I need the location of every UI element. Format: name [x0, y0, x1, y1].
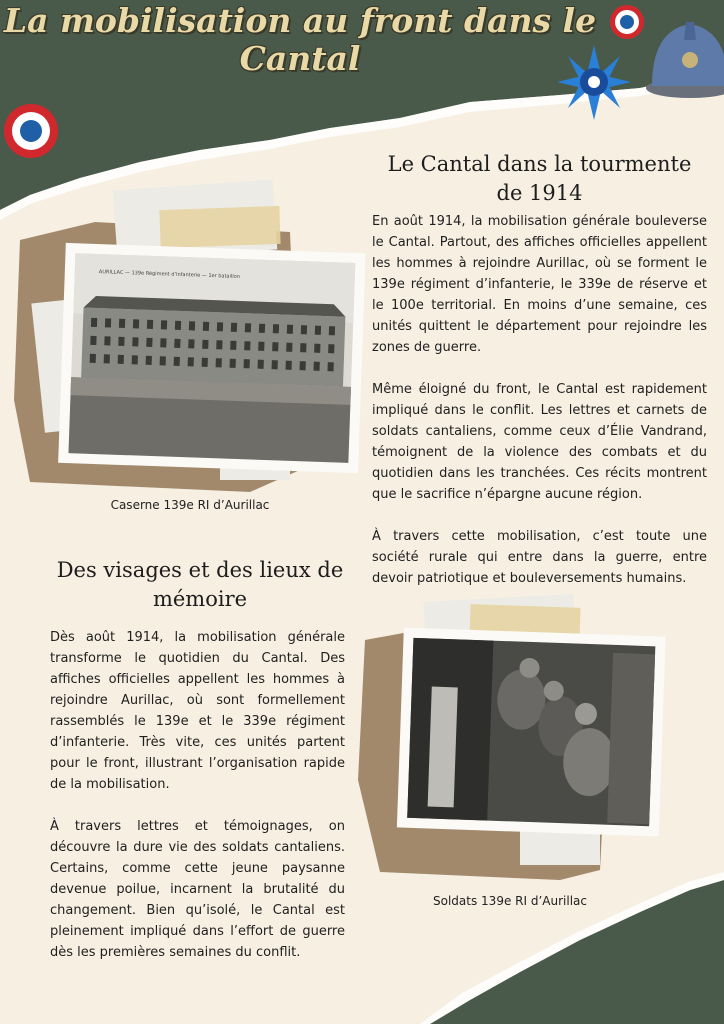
photo2-caption: Soldats 139e RI d’Aurillac: [433, 894, 587, 908]
section2-title: Des visages et des lieux de mémoire: [56, 558, 344, 611]
section2-paragraph: À travers lettres et témoignages, on découvre la dure vie des soldats cantaliens. Certains, comme cette jeune paysanne devenue poilue, incarnent la brutalité du changement. Bien qu’isolé, le Cantal est pleinement impliqué dans l’effort de guerre dès les premières semaines du conflit.: [50, 819, 345, 960]
page-title: [0, 2, 600, 78]
section1-paragraph: En août 1914, la mobilisation générale bouleverse le Cantal. Partout, des affiches officielles appellent les hommes à rejoindre Aurillac, où se forment le 139e régiment d’infanterie, le 339e de réserve et le 100e territorial. En moins d’une semaine, ces unités quittent le département pour rejoindre les zones de guerre.: [372, 214, 707, 355]
section1-paragraph: À travers cette mobilisation, c’est toute une société rurale qui entre dans la guerre, entre devoir patriotique et bouleversements humains.: [372, 529, 707, 586]
section1-body: [372, 211, 707, 610]
page-title-line1: La mobilisation au front dans le: [3, 1, 597, 40]
section1-title: Le Cantal dans la tourmente de 1914: [387, 152, 692, 205]
postcard-text: AURILLAC — 139e Régiment d’Infanterie — 1er bataillon: [98, 269, 241, 280]
tape-1: [159, 206, 280, 248]
photo-soldats: [397, 628, 666, 837]
photo1-caption: Caserne 139e RI d’Aurillac: [110, 498, 270, 512]
cockade-icon-top: [610, 5, 644, 39]
cockade-icon-left: [4, 104, 58, 158]
section2-paragraph: Dès août 1914, la mobilisation générale transforme le quotidien du Cantal. Des affiches officielles appellent les hommes à rejoindre Aurillac, où sont formellement rassemblés le 139e et le 339e régiment d’infanterie. Très vite, ces unités partent pour le front, illustrant l’organisation rapide de la mobilisation.: [50, 630, 345, 792]
section2-body: [50, 627, 345, 984]
section1-paragraph: Même éloigné du front, le Cantal est rapidement impliqué dans le conflit. Les lettres et carnets de soldats cantaliens, comme ceux d’Élie Vandrand, témoignent de la violence des combats et du quotidien dans les tranchées. Ces récits montrent que le sacrifice n’épargne aucune région.: [372, 382, 707, 502]
page-title-line2: Cantal: [239, 39, 361, 78]
